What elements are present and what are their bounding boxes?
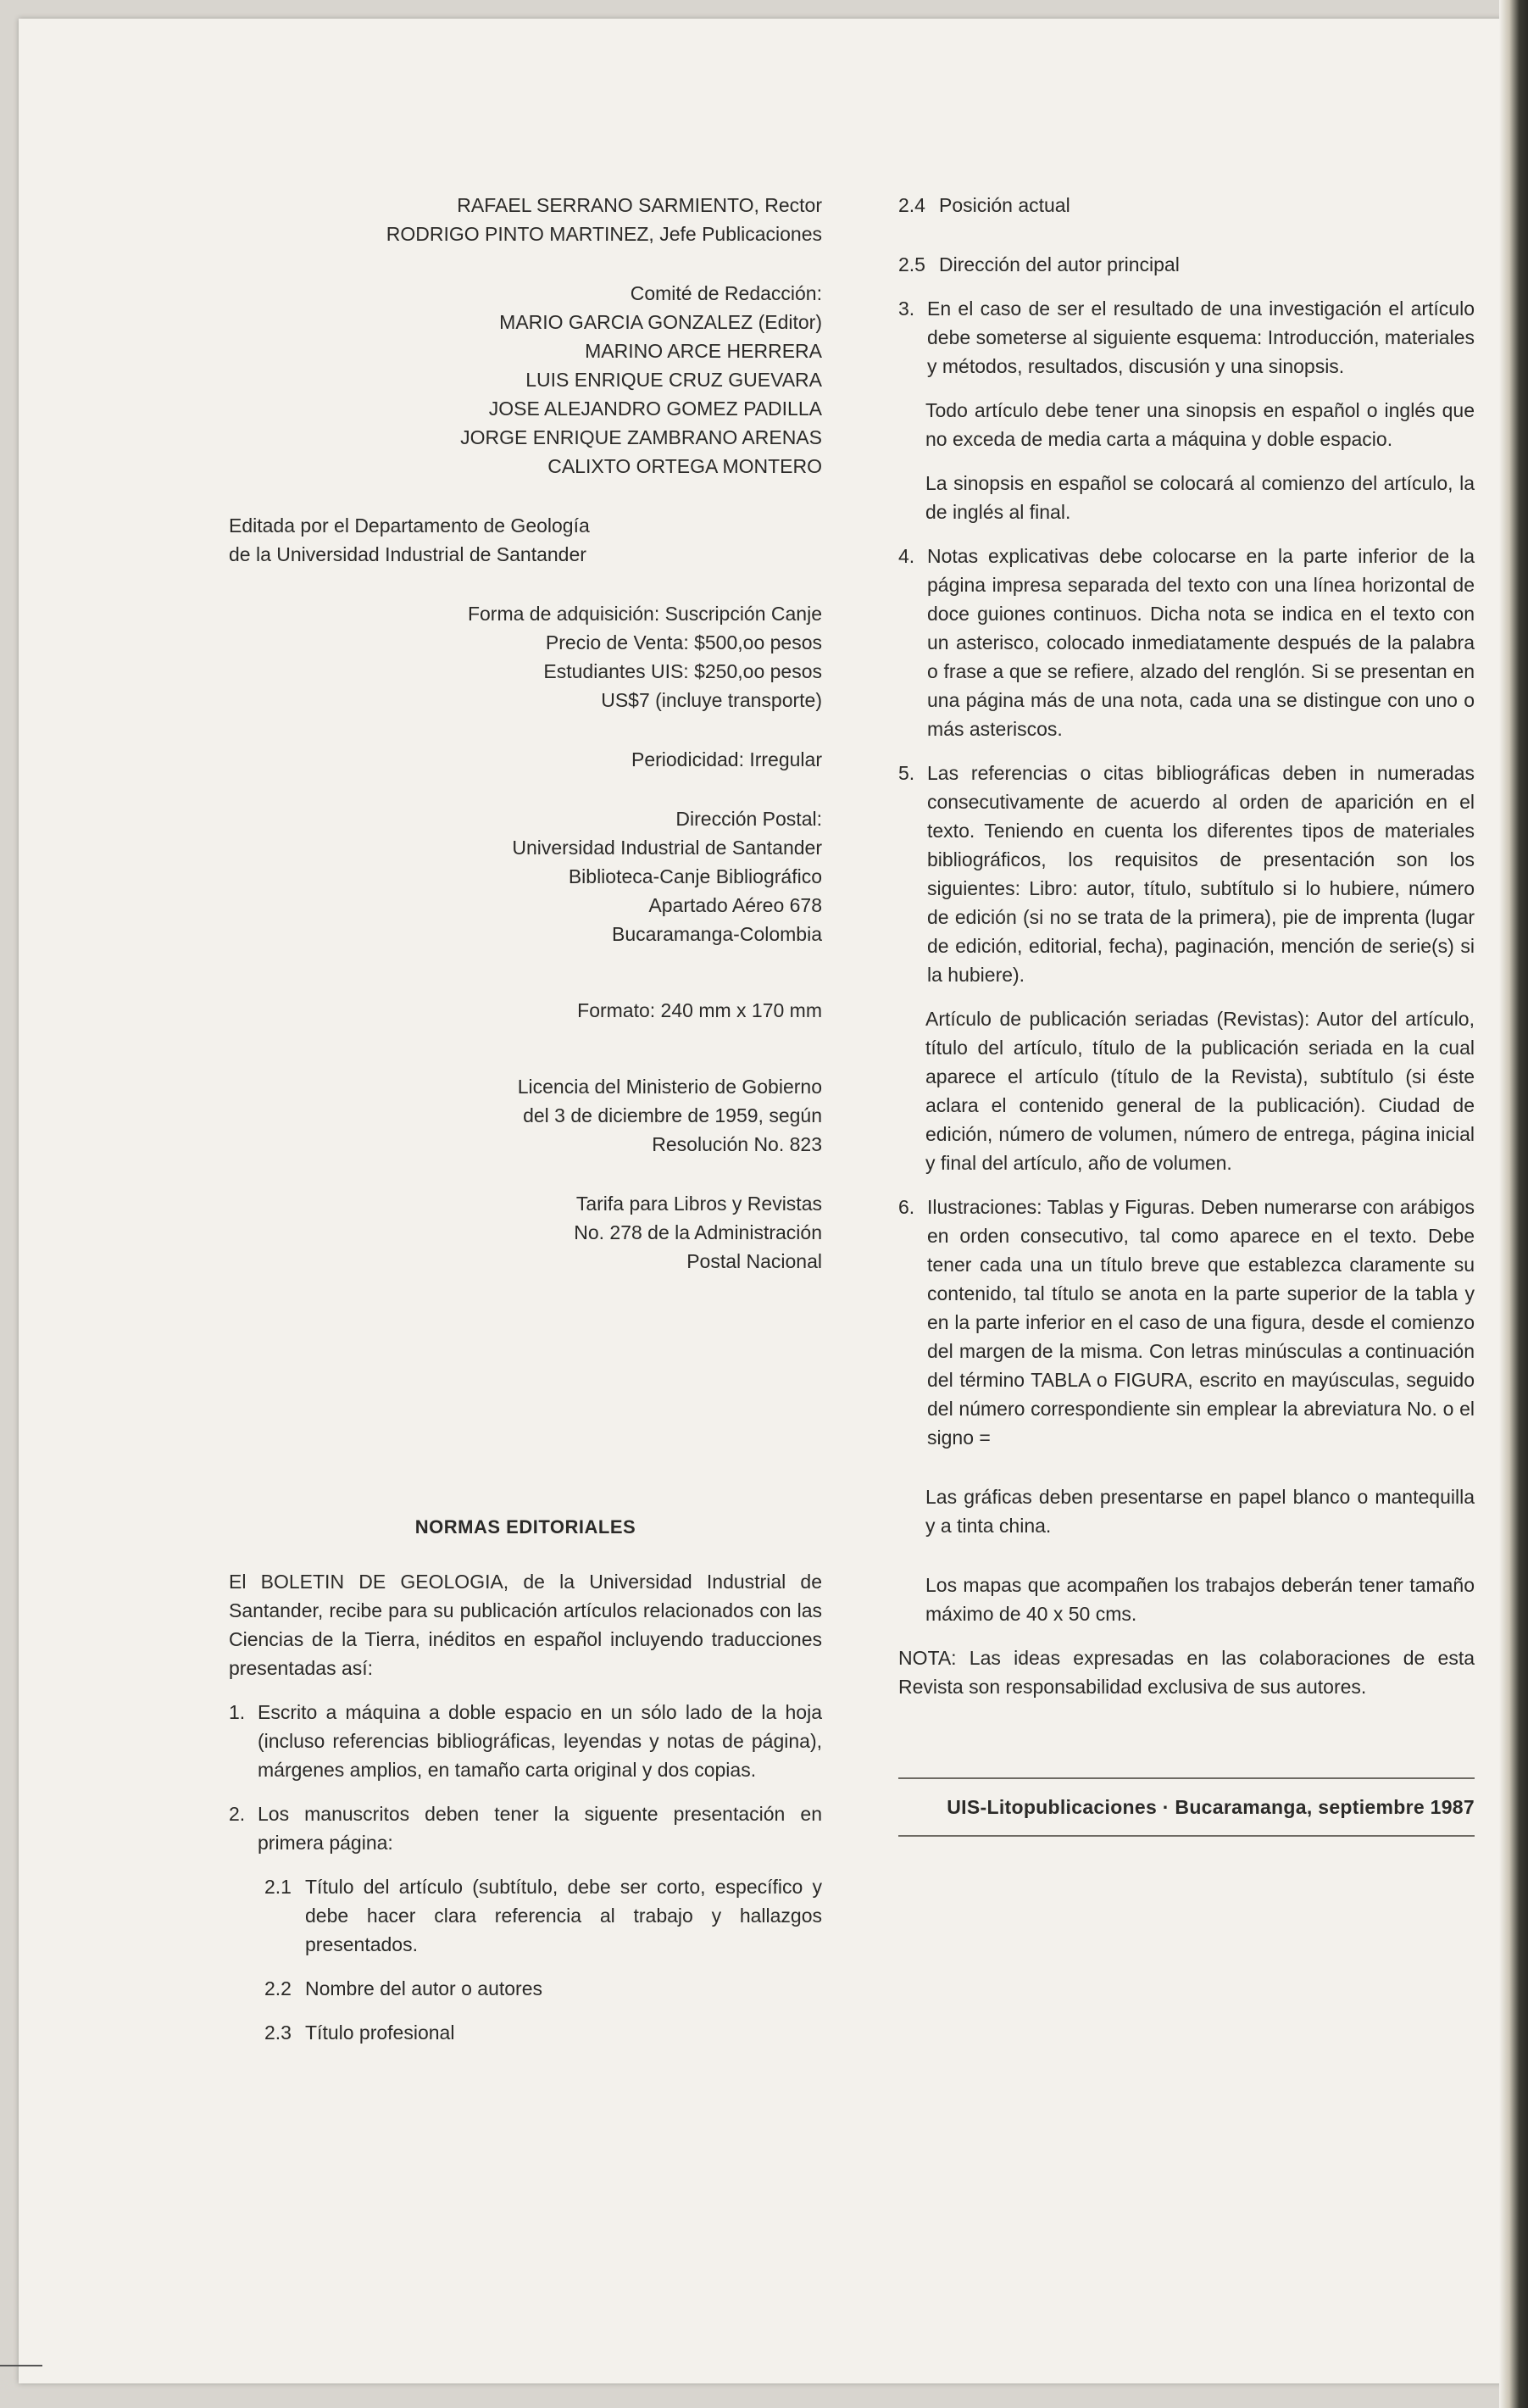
acquisition-usd: US$7 (incluye transporte) — [601, 689, 822, 711]
postal-line: Biblioteca-Canje Bibliográfico — [568, 865, 822, 887]
norm-item-6 — [898, 1193, 1475, 1452]
item-text: Título profesional — [305, 2021, 455, 2044]
masthead-rector: RAFAEL SERRANO SARMIENTO, Rector — [457, 194, 822, 216]
item-number: 6. — [898, 1196, 915, 1218]
item-number: 5. — [898, 762, 915, 784]
tariff-line: Postal Nacional — [686, 1250, 822, 1272]
license — [229, 1072, 822, 1159]
item-text: Posición actual — [939, 194, 1070, 216]
editorial-note: NOTA: Las ideas expresadas en las colaboraciones de esta Revista son responsabilidad exclusiva de sus autores. — [898, 1647, 1475, 1698]
item-number: 2.5 — [898, 253, 925, 275]
license-line: del 3 de diciembre de 1959, según — [523, 1104, 822, 1126]
norm-item-3 — [898, 294, 1475, 381]
norm-sub-2-4 — [898, 191, 1475, 220]
item-number: 2.3 — [264, 2021, 292, 2044]
item-number: 4. — [898, 545, 915, 567]
acquisition-students: Estudiantes UIS: $250,oo pesos — [543, 660, 822, 682]
margin-dash — [0, 2365, 42, 2366]
masthead — [229, 191, 822, 248]
edited-by-line: de la Universidad Industrial de Santander — [229, 543, 586, 565]
committee-member: MARIO GARCIA GONZALEZ (Editor) — [499, 311, 822, 333]
graphics-rule: Las gráficas deben presentarse en papel blanco o mantequilla y a tinta china. — [925, 1486, 1475, 1537]
norm-sub-2-1 — [229, 1872, 822, 1959]
synopsis-rule: Todo artículo debe tener una sinopsis en español o inglés que no exceda de media carta a máquina y doble espacio. — [925, 399, 1475, 450]
postal-line: Universidad Industrial de Santander — [512, 837, 822, 859]
norm-item-1 — [229, 1698, 822, 1784]
item-number: 2.4 — [898, 194, 925, 216]
postal-line: Bucaramanga-Colombia — [611, 923, 822, 945]
committee-member: LUIS ENRIQUE CRUZ GUEVARA — [525, 369, 822, 391]
acquisition-price: Precio de Venta: $500,oo pesos — [545, 631, 822, 653]
norm-sub-2-2 — [229, 1974, 822, 2003]
acquisition — [229, 599, 822, 715]
format: Formato: 240 mm x 170 mm — [577, 999, 822, 1021]
item-text: Nombre del autor o autores — [305, 1977, 542, 1999]
footer-rule-bottom — [898, 1835, 1475, 1837]
norms-heading: NORMAS EDITORIALES — [414, 1516, 636, 1538]
imprint-footer: UIS-Litopublicaciones · Bucaramanga, septiembre 1987 — [947, 1796, 1475, 1818]
tariff-line: Tarifa para Libros y Revistas — [575, 1193, 822, 1215]
periodicity: Periodicidad: Irregular — [631, 748, 822, 770]
synopsis-placement: La sinopsis en español se colocará al comienzo del artículo, la de inglés al final. — [925, 472, 1475, 523]
item-text: Título del artículo (subtítulo, debe ser corto, específico y debe hacer clara referencia al trabajo y hallazgos presentados. — [305, 1876, 822, 1955]
item-number: 3. — [898, 298, 915, 320]
committee-member: JOSE ALEJANDRO GOMEZ PADILLA — [488, 398, 822, 420]
postal-line: Apartado Aéreo 678 — [648, 894, 822, 916]
item-text: Dirección del autor principal — [939, 253, 1180, 275]
norm-sub-2-3 — [229, 2018, 822, 2047]
maps-rule: Los mapas que acompañen los trabajos deberán tener tamaño máximo de 40 x 50 cms. — [925, 1574, 1475, 1625]
tariff-line: No. 278 de la Administración — [574, 1221, 822, 1243]
item-text: En el caso de ser el resultado de una investigación el artículo debe someterse al siguiente esquema: Introducción, materiales y métodos, resultados, discusión y una sinopsis. — [927, 298, 1475, 377]
item-text: Escrito a máquina a doble espacio en un sólo lado de la hoja (incluso referencias bibliográficas, leyendas y notas de página), márgenes amplios, en tamaño carta original y dos copias. — [258, 1701, 822, 1781]
acquisition-form: Forma de adquisición: Suscripción Canje — [467, 603, 822, 625]
norms-intro: El BOLETIN DE GEOLOGIA, de la Universidad Industrial de Santander, recibe para su publicación artículos relacionados con las Ciencias de la Tierra, inéditos en español incluyendo traducciones presentadas así: — [229, 1571, 822, 1679]
item-text: Las referencias o citas bibliográficas deben in numeradas consecutivamente de acuerdo al orden de aparición en el texto. Teniendo en cuenta los diferentes tipos de materiales bibliográficos, los requisitos de presentación son los siguientes: Libro: autor, título, subtítulo si lo hubiere, número de edición (si no se trata de la primera), pie de imprenta (lugar de edición, editorial, fecha), paginación, mención de serie(s) si la hubiere). — [927, 762, 1475, 986]
committee-title: Comité de Redacción: — [630, 282, 822, 304]
edited-by-line: Editada por el Departamento de Geología — [229, 514, 590, 537]
serial-publication-rule: Artículo de publicación seriadas (Revistas): Autor del artículo, título del artículo, título de la publicación seriada en la cual aparece el artículo (título de la Revista), subtítulo (si éste aclara el contenido general de la publicación). Ciudad de edición, número de volumen, número de entrega, página inicial y final del artículo, año de volumen. — [925, 1008, 1475, 1174]
item-text: Notas explicativas debe colocarse en la parte inferior de la página impresa separada del texto con una línea horizontal de doce guiones continuos. Dicha nota se indica en el texto con un asterisco, colocado inmediatamente después de la palabra o frase a que se refiere, alzado del renglón. Si se presentan en una página más de una nota, cada una se distingue con uno o más asteriscos. — [927, 545, 1475, 740]
item-number: 2.1 — [264, 1876, 292, 1898]
page-edge-shadow — [1499, 0, 1528, 2408]
footer-rule-top — [898, 1777, 1475, 1779]
left-column — [229, 191, 822, 2047]
editorial-committee — [229, 279, 822, 481]
norm-item-5 — [898, 759, 1475, 989]
right-column — [898, 191, 1475, 1837]
item-text: Los manuscritos deben tener la siguente presentación en primera página: — [258, 1803, 822, 1854]
edited-by — [229, 511, 822, 569]
item-number: 1. — [229, 1701, 246, 1723]
item-number: 2. — [229, 1803, 246, 1825]
masthead-publications: RODRIGO PINTO MARTINEZ, Jefe Publicaciones — [386, 223, 822, 245]
norm-item-2 — [229, 1799, 822, 1857]
postal-address — [229, 804, 822, 948]
license-line: Licencia del Ministerio de Gobierno — [517, 1076, 822, 1098]
postal-title: Dirección Postal: — [675, 808, 822, 830]
tariff — [229, 1189, 822, 1276]
license-line: Resolución No. 823 — [652, 1133, 822, 1155]
committee-member: CALIXTO ORTEGA MONTERO — [547, 455, 822, 477]
item-text: Ilustraciones: Tablas y Figuras. Deben numerarse con arábigos en orden consecutivo, tal como aparece en el texto. Debe tener cada una un título breve que establezca claramente su contenido, tal título se anota en la parte superior de la tabla y en la parte inferior en el caso de una figura, desde el comienzo del margen de la misma. Con letras minúsculas a continuación del término TABLA o FIGURA, escrito en mayúsculas, seguido del número correspondiente sin emplear la abreviatura No. o el signo = — [927, 1196, 1475, 1449]
item-number: 2.2 — [264, 1977, 292, 1999]
committee-member: JORGE ENRIQUE ZAMBRANO ARENAS — [460, 426, 822, 448]
committee-member: MARINO ARCE HERRERA — [585, 340, 822, 362]
norm-item-4 — [898, 542, 1475, 743]
norm-sub-2-5 — [898, 250, 1475, 279]
